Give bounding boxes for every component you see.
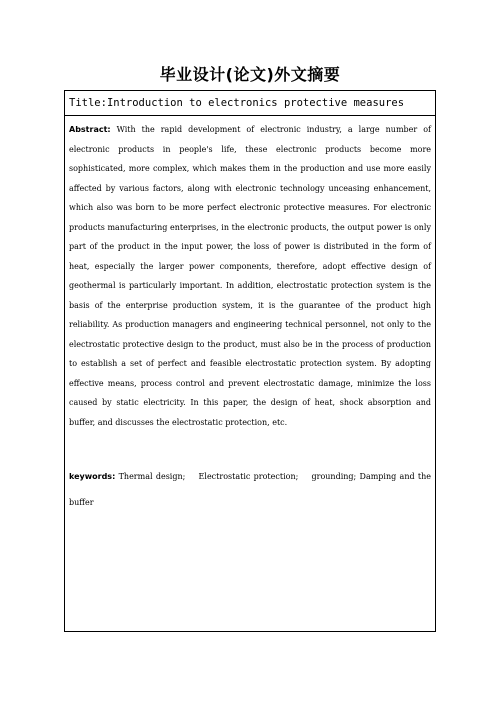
abstract-label: Abstract: [69,125,111,134]
title-row [65,91,435,116]
keywords-label: keywords: [69,472,116,481]
abstract-text: With the rapid development of electronic industry, a large number of electronic products in people's life, these electronic products become more sophisticated, more complex, which makes them in the production and use more easily affected by various factors, along with electronic technology unceasing enhancement, which also was born to be more perfect electronic protective measures. For electronic products manufacturing enterprises, in the electronic products, the output power is only part of the product in the input power, the loss of power is distributed in the form of heat, especially the larger power components, therefore, adopt effective design of geothermal is particularly important. In addition, electrostatic protection system is the basis of the enterprise production system, it is the guarantee of the product high reliability. As production managers and engineering technical personnel, not only to the electrostatic protective design to the product, must also be in the process of production to establish a set of perfect and feasible electrostatic protection system. By adopting effective means, process control and prevent electrostatic damage, minimize the loss caused by static electricity. In this paper, the design of heat, shock absorption and buffer, and discusses the electrostatic protection, etc. [69,125,431,427]
title-label: Title: [69,97,107,109]
abstract-table [64,90,436,632]
abstract-paragraph [69,120,431,432]
keywords-text: Thermal design; Electrostatic protection; grounding; Damping and the buffer [69,472,432,507]
page-heading: 毕业设计(论文)外文摘要 [159,65,341,84]
title-text: Introduction to electronics protective measures [106,97,405,109]
abstract-cell [65,116,435,516]
keywords-paragraph [69,464,431,516]
